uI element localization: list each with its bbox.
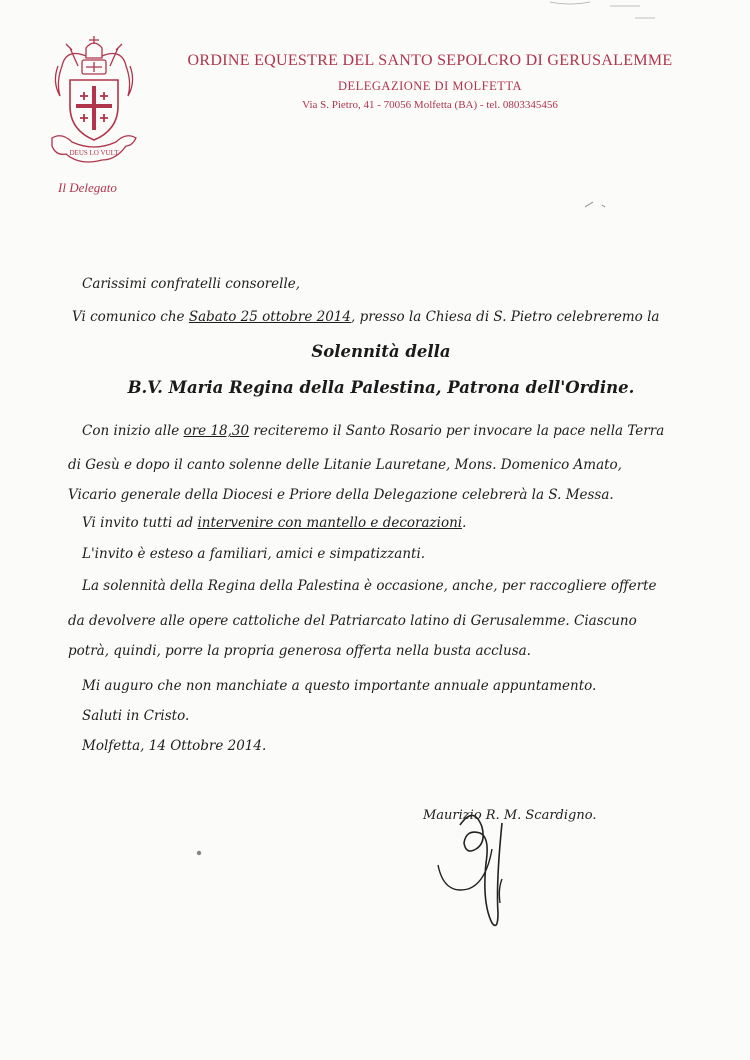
delegation-address: Via S. Pietro, 41 - 70056 Molfetta (BA) - tel. 0803345456 — [302, 99, 558, 111]
greeting: Carissimi confratelli consorelle, — [82, 276, 301, 292]
paragraph5: Mi auguro che non manchiate a questo importante annuale appuntamento. — [82, 678, 597, 694]
paragraph1-line2: di Gesù e dopo il canto solenne delle Litanie Lauretane, Mons. Domenico Amato, — [68, 457, 622, 473]
place-date: Molfetta, 14 Ottobre 2014. — [82, 738, 267, 754]
event-date: Sabato 25 ottobre 2014 — [188, 309, 351, 325]
paragraph4-line1: La solennità della Regina della Palestina è occasione, anche, per raccogliere offerte — [82, 578, 657, 594]
organization-name: ORDINE EQUESTRE DEL SANTO SEPOLCRO DI GERUSALEMME — [187, 52, 673, 69]
paragraph3: L'invito è esteso a familiari, amici e simpatizzanti. — [82, 546, 426, 562]
paragraph1-line3: Vicario generale della Diocesi e Priore della Delegazione celebrerà la S. Messa. — [68, 487, 614, 503]
intro-before: Vi comunico che — [72, 309, 189, 325]
scan-dot — [194, 848, 204, 858]
sender-role: Il Delegato — [58, 180, 117, 195]
delegation-name: DELEGAZIONE DI MOLFETTA — [337, 79, 523, 93]
dress-code: intervenire con mantello e decorazioni — [197, 515, 463, 531]
order-crest-icon — [48, 34, 140, 166]
paragraph4-line3: potrà, quindi, porre la propria generosa offerta nella busta acclusa. — [68, 643, 531, 659]
intro-line — [72, 309, 660, 325]
scan-noise-top — [540, 0, 660, 30]
feast-title-line2: B.V. Maria Regina della Palestina, Patrona dell'Ordine. — [127, 378, 635, 397]
intro-after: , presso la Chiesa di S. Pietro celebreremo la — [350, 309, 660, 325]
p1-start: Con inizio alle — [82, 423, 184, 439]
p1-rest: reciteremo il Santo Rosario per invocare la pace nella Terra — [249, 423, 665, 439]
crest-motto: DEUS LO VULT — [69, 149, 119, 157]
p2-start: Vi invito tutti ad — [82, 515, 198, 531]
rosary-time: ore 18,30 — [183, 423, 250, 439]
feast-title-line1: Solennità della — [311, 342, 451, 361]
p2-end: . — [462, 515, 467, 531]
handwritten-signature — [430, 795, 560, 945]
paragraph1-line1 — [82, 423, 680, 439]
paragraph2 — [82, 515, 680, 531]
paragraph4-line2: da devolvere alle opere cattoliche del Patriarcato latino di Gerusalemme. Ciascuno — [68, 613, 637, 629]
closing: Saluti in Cristo. — [82, 708, 190, 724]
signatory-name: Maurizio R. M. Scardigno. — [423, 808, 597, 823]
scan-speck — [580, 195, 620, 215]
